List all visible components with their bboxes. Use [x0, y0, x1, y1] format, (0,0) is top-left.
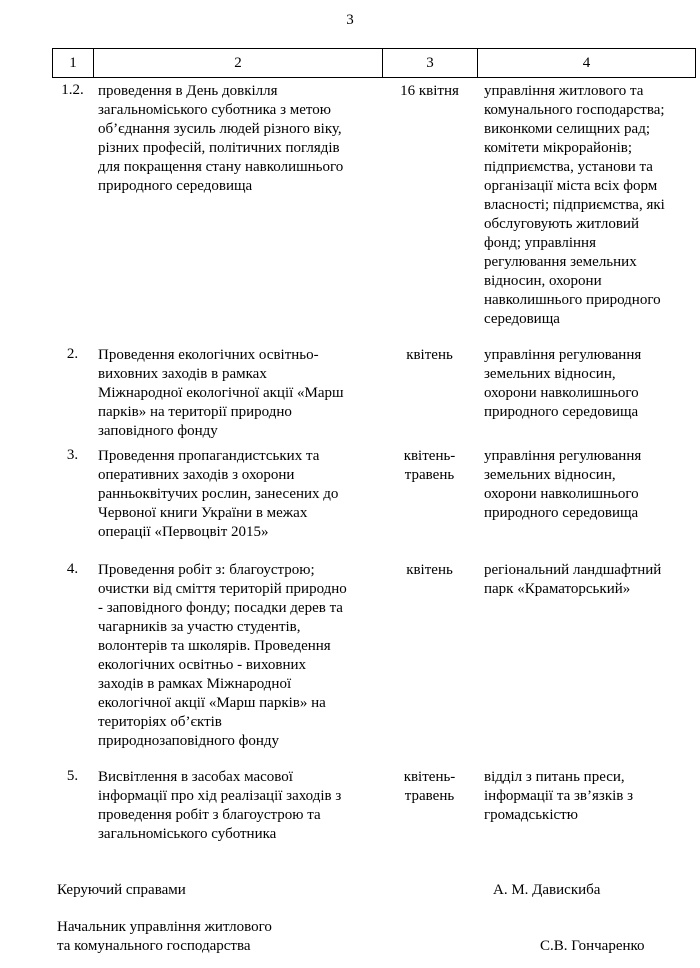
row-date: [382, 447, 477, 485]
row-description: [98, 447, 376, 542]
text-line: загальноміського суботника з метою: [98, 102, 331, 118]
signature-title-2-line-1: Начальник управління житлового: [57, 919, 272, 935]
resp-line: природного середовища: [484, 404, 639, 420]
resp-line: земельних відносин,: [484, 467, 616, 483]
row-description: [98, 82, 376, 196]
text-line: парків» на території природно: [98, 404, 292, 420]
resp-line: виконкоми селищних рад;: [484, 121, 650, 137]
row-responsible: [484, 447, 687, 523]
header-col-1: 1: [53, 49, 94, 77]
text-line: об’єднання зусиль людей різного віку,: [98, 121, 342, 137]
resp-line: управління регулювання: [484, 347, 642, 363]
date-line: травень: [404, 788, 455, 804]
resp-line: підприємства, установи та: [484, 159, 653, 175]
resp-line: управління регулювання: [484, 448, 642, 464]
resp-line: управління житлового та: [484, 83, 644, 99]
row-responsible: [484, 82, 687, 329]
resp-line: відділ з питань преси,: [484, 769, 625, 785]
text-line: різних професій, політичних поглядів: [98, 140, 340, 156]
text-line: Проведення екологічних освітньо-: [98, 347, 319, 363]
text-line: природнозаповідного фонду: [98, 733, 280, 749]
text-line: операції «Первоцвіт 2015»: [98, 524, 269, 540]
date-line: квітень-: [403, 448, 456, 464]
resp-line: охорони навколишнього: [484, 385, 639, 401]
signature-name-1: А. М. Давискиба: [493, 882, 601, 898]
resp-line: відносин, охорони: [484, 273, 602, 289]
row-date: [382, 561, 477, 580]
row-number: 3.: [66, 447, 79, 463]
text-line: територіях об’єктів: [98, 714, 222, 730]
resp-line: обслуговують житловий: [484, 216, 639, 232]
date-line: квітень: [406, 347, 453, 363]
resp-line: земельних відносин,: [484, 366, 616, 382]
text-line: волонтерів та школярів. Проведення: [98, 638, 331, 654]
text-line: природного середовища: [98, 178, 253, 194]
header-col-2: 2: [94, 49, 383, 77]
resp-line: навколишнього природного: [484, 292, 661, 308]
date-line: квітень: [406, 562, 453, 578]
text-line: чагарників за участю студентів,: [98, 619, 301, 635]
text-line: загальноміського суботника: [98, 826, 277, 842]
row-description: [98, 768, 376, 844]
date-line: 16 квітня: [400, 83, 459, 99]
text-line: екологічної акції «Марш парків» на: [98, 695, 326, 711]
resp-line: фонд; управління: [484, 235, 596, 251]
row-number: 4.: [66, 561, 79, 577]
resp-line: регулювання земельних: [484, 254, 637, 270]
row-date: [382, 768, 477, 806]
row-number: 2.: [66, 346, 79, 362]
signature-name-2: С.В. Гончаренко: [540, 938, 645, 954]
resp-line: середовища: [484, 311, 560, 327]
page-number: 3: [346, 12, 354, 28]
text-line: Висвітлення в засобах масової: [98, 769, 293, 785]
resp-line: організації міста всіх форм: [484, 178, 658, 194]
text-line: очистки від сміття територій природно: [98, 581, 347, 597]
text-line: інформації про хід реалізації заходів з: [98, 788, 342, 804]
text-line: заходів в рамках Міжнародної: [98, 676, 292, 692]
row-date: [382, 346, 477, 365]
header-col-4: 4: [582, 55, 591, 71]
row-date: [382, 82, 477, 101]
row-responsible: [484, 561, 687, 599]
resp-line: комітети мікрорайонів;: [484, 140, 633, 156]
row-number: 5.: [66, 768, 79, 784]
header-col-3: 3: [383, 49, 478, 77]
resp-line: парк «Краматорський»: [484, 581, 631, 597]
text-line: екологічних освітньо - виховних: [98, 657, 307, 673]
text-line: - заповідного фонду; посадки дерев та: [98, 600, 343, 616]
row-responsible: [484, 768, 687, 825]
text-line: Міжнародної екологічної акції «Марш: [98, 385, 344, 401]
resp-line: інформації та зв’язків з: [484, 788, 634, 804]
resp-line: комунального господарства;: [484, 102, 665, 118]
resp-line: регіональний ландшафтний: [484, 562, 662, 578]
row-number: 1.2.: [61, 82, 84, 98]
date-line: квітень-: [403, 769, 456, 785]
row-description: [98, 561, 376, 751]
date-line: травень: [404, 467, 455, 483]
row-description: [98, 346, 376, 441]
signature-title-1: Керуючий справами: [57, 882, 186, 898]
text-line: заповідного фонду: [98, 423, 218, 439]
signature-title-2-line-2: та комунального господарства: [57, 938, 251, 954]
resp-line: охорони навколишнього: [484, 486, 639, 502]
text-line: проведення в День довкілля: [98, 83, 278, 99]
text-line: виховних заходів в рамках: [98, 366, 267, 382]
resp-line: природного середовища: [484, 505, 639, 521]
text-line: оперативних заходів з охорони: [98, 467, 295, 483]
resp-line: громадськістю: [484, 807, 578, 823]
text-line: Проведення пропагандистських та: [98, 448, 320, 464]
text-line: Червоної книги України в межах: [98, 505, 308, 521]
resp-line: власності; підприємства, які: [484, 197, 665, 213]
text-line: проведення робіт з благоустрою та: [98, 807, 321, 823]
row-responsible: [484, 346, 687, 422]
text-line: для покращення стану навколишнього: [98, 159, 344, 175]
text-line: Проведення робіт з: благоустрою;: [98, 562, 315, 578]
table-header-row: [52, 48, 696, 78]
text-line: ранньоквітучих рослин, занесених до: [98, 486, 339, 502]
